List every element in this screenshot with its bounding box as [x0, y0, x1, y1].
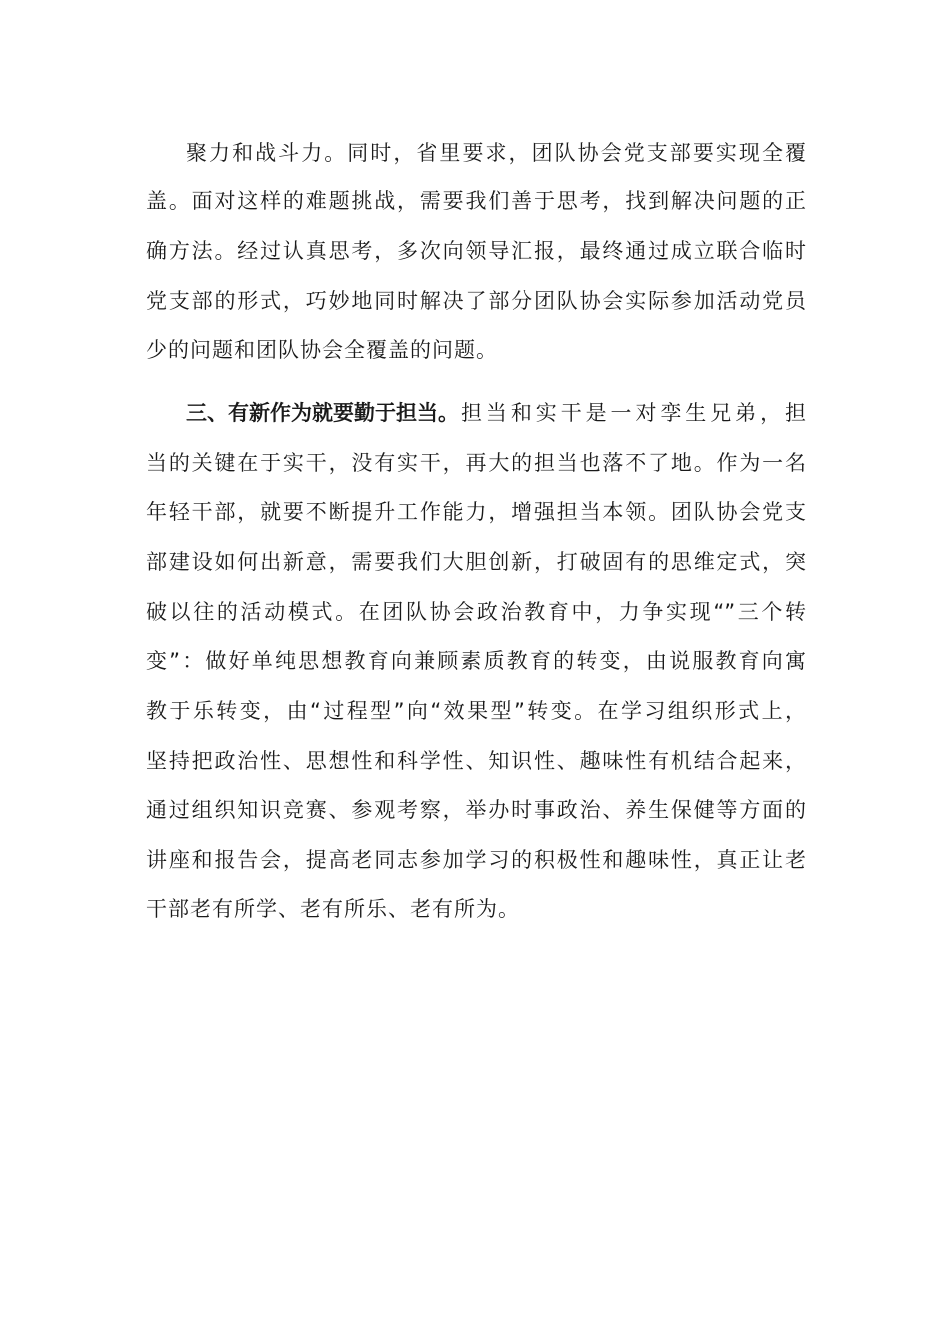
section-heading: 三、有新作为就要勤于担当。 [186, 401, 459, 425]
paragraph-2-line-9: 通过组织知识竞赛、参观考察，举办时事政治、养生保健等方面的 [146, 798, 806, 822]
paragraph-2-line-1 [186, 398, 806, 428]
paragraph-2-line-4: 部建设如何出新意，需要我们大胆创新，打破固有的思维定式，突 [146, 550, 806, 574]
paragraph-2-line-6: 变”：做好单纯思想教育向兼顾素质教育的转变，由说服教育向寓 [146, 649, 806, 673]
paragraph-2-first-line-rest: 担当和实干是一对孪生兄弟，担 [461, 401, 806, 425]
paragraph-2-line-11: 干部老有所学、老有所乐、老有所为。 [146, 897, 520, 921]
paragraph-1-line-3: 确方法。经过认真思考，多次向领导汇报，最终通过成立联合临时 [146, 239, 806, 263]
paragraph-1-line-4: 党支部的形式，巧妙地同时解决了部分团队协会实际参加活动党员 [146, 289, 806, 313]
paragraph-2-line-7: 教于乐转变，由“过程型”向“效果型”转变。在学习组织形式上， [146, 699, 806, 723]
paragraph-2-line-5: 破以往的活动模式。在团队协会政治教育中，力争实现“”三个转 [146, 600, 806, 624]
paragraph-1-line-5: 少的问题和团队协会全覆盖的问题。 [146, 338, 498, 362]
paragraph-1-line-1: 聚力和战斗力。同时，省里要求，团队协会党支部要实现全覆 [186, 141, 806, 165]
paragraph-2-line-3: 年轻干部，就要不断提升工作能力，增强担当本领。团队协会党支 [146, 500, 806, 524]
paragraph-2-line-2: 当的关键在于实干，没有实干，再大的担当也落不了地。作为一名 [146, 451, 806, 475]
paragraph-2-line-10: 讲座和报告会，提高老同志参加学习的积极性和趣味性，真正让老 [146, 848, 806, 872]
paragraph-1-line-2: 盖。面对这样的难题挑战，需要我们善于思考，找到解决问题的正 [146, 189, 806, 213]
paragraph-2-line-8: 坚持把政治性、思想性和科学性、知识性、趣味性有机结合起来， [146, 749, 806, 773]
